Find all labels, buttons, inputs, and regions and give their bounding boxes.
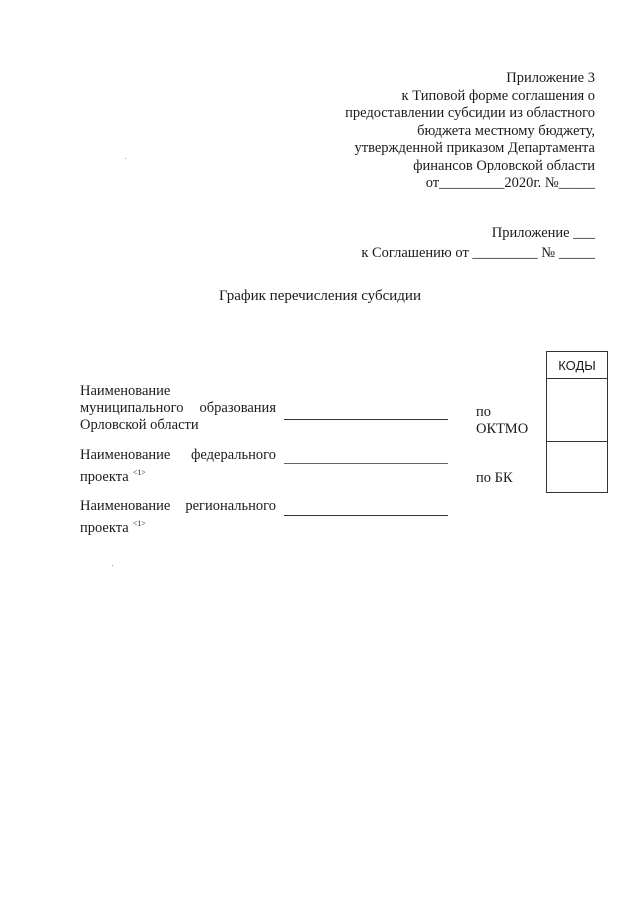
appendix-line: к Соглашению от _________ № _____	[361, 244, 595, 261]
header-block	[345, 70, 595, 193]
federal-project-input-line[interactable]	[284, 463, 448, 464]
page-title: График перечисления субсидии	[219, 288, 421, 304]
codes-table	[546, 351, 608, 493]
regional-label-line2	[80, 515, 276, 537]
header-line: от_________2020г. №_____	[425, 175, 595, 191]
oktmo-code-cell[interactable]	[547, 379, 608, 442]
bk-code-cell[interactable]	[547, 442, 608, 493]
regional-word: регионального	[185, 498, 276, 514]
federal-word: федерального	[191, 447, 276, 463]
header-line: к Типовой форме соглашения о	[401, 87, 595, 104]
federal-word: Наименование	[80, 447, 171, 463]
regional-word: Наименование	[80, 498, 171, 514]
appendix-line: Приложение ___	[491, 225, 595, 241]
municipality-label-line1: Наименование	[80, 383, 171, 399]
regional-label-line1	[80, 498, 276, 515]
federal-project-label	[80, 447, 276, 486]
municipality-word: муниципального	[80, 400, 184, 416]
municipality-word: образования	[199, 400, 276, 416]
municipality-label	[80, 383, 276, 434]
header-line: предоставлении субсидии из областного	[345, 105, 595, 121]
municipality-label-line2	[80, 400, 276, 417]
header-line: утвержденной приказом Департамента	[354, 140, 595, 156]
regional-word: проекта	[80, 519, 129, 536]
appendix-block	[361, 225, 595, 262]
municipality-label-line3: Орловской области	[80, 417, 199, 433]
federal-label-line2	[80, 464, 276, 486]
bk-label: по БК	[476, 470, 513, 486]
regional-project-label	[80, 498, 276, 537]
scan-speck	[112, 565, 113, 566]
federal-word: проекта	[80, 468, 129, 485]
codes-header: КОДЫ	[547, 352, 608, 379]
footnote-ref: <1>	[132, 519, 146, 528]
oktmo-label-line1: по	[476, 404, 492, 420]
header-line: бюджета местному бюджету,	[417, 122, 595, 139]
oktmo-label	[476, 404, 528, 438]
municipality-input-line[interactable]	[284, 419, 448, 420]
header-line: финансов Орловской области	[413, 157, 595, 174]
federal-label-line1	[80, 447, 276, 464]
scan-speck	[125, 158, 126, 159]
oktmo-label-line2: ОКТМО	[476, 421, 529, 437]
header-line: Приложение 3	[506, 70, 595, 86]
footnote-ref: <1>	[132, 468, 146, 477]
regional-project-input-line[interactable]	[284, 515, 448, 516]
